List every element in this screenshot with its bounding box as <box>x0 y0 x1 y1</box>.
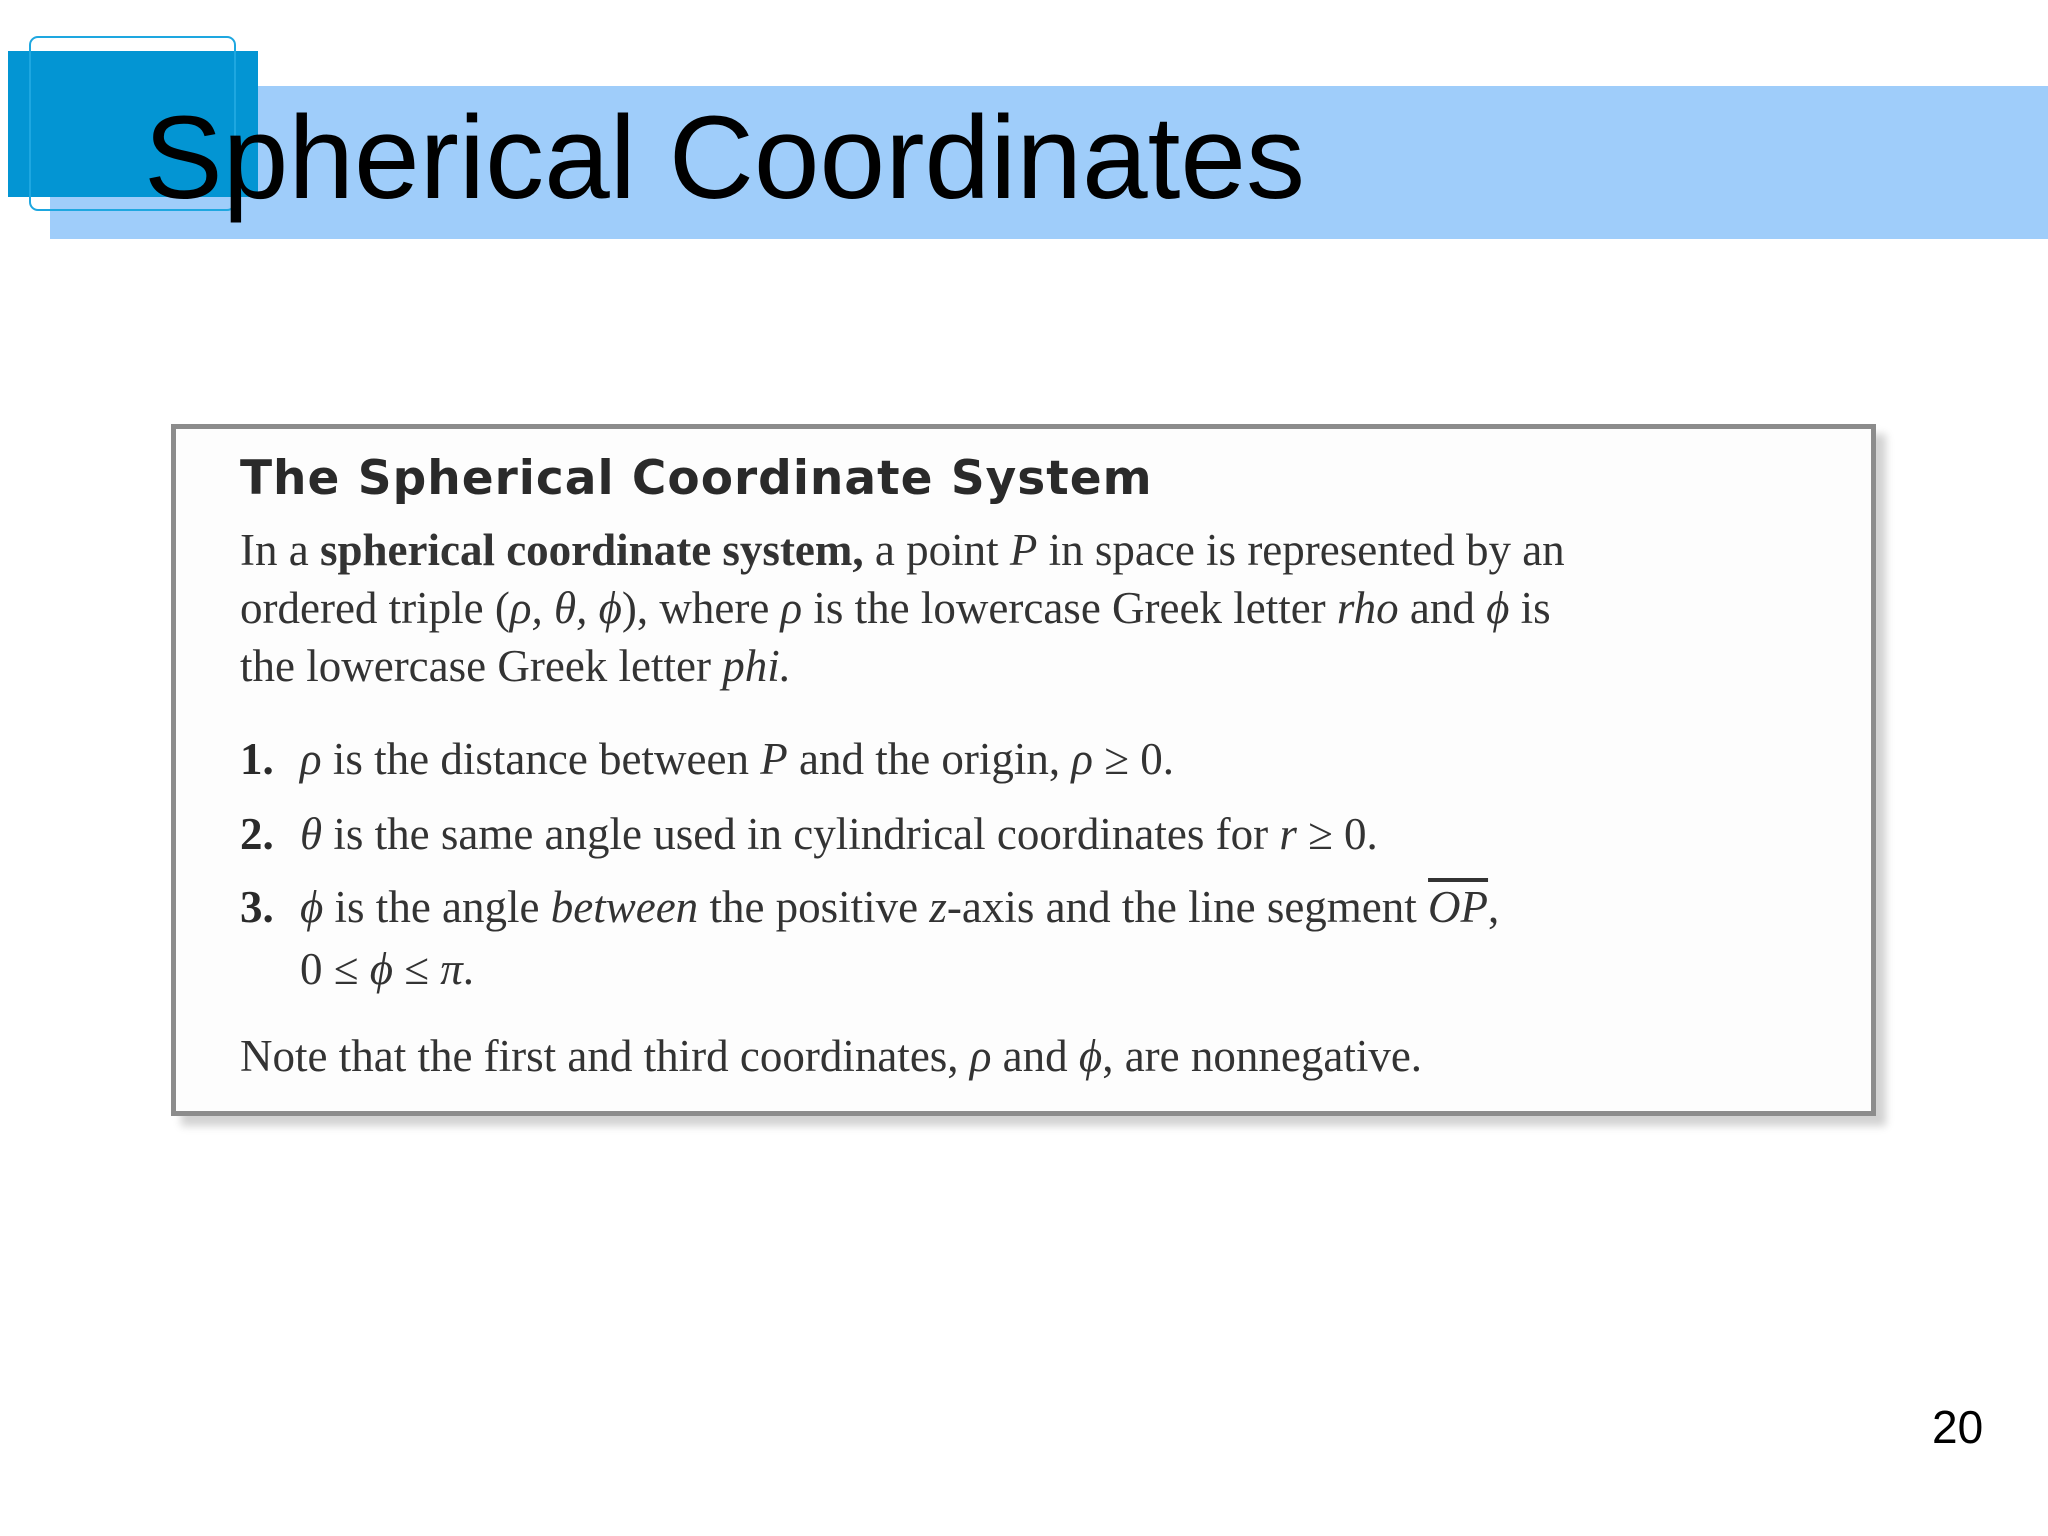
page-number: 20 <box>1932 1401 1984 1453</box>
list-item-3: 3. ϕ is the angle between the positive z-axis and the line segment $\overline{OP}$, <box>240 882 1500 932</box>
list-item-3-continued: 0 ≤ ϕ ≤ π. <box>300 944 474 994</box>
note-line: Note that the first and third coordinates, ρ and ϕ, are nonnegative. <box>240 1031 1423 1081</box>
segment-op-vector: $\overline{OP}$ <box>1428 882 1489 932</box>
intro-line-1: In a spherical coordinate system, a point P in space is represented by an <box>240 525 1565 575</box>
intro-line-2: ordered triple (ρ, θ, ϕ), where ρ is the lowercase Greek letter rho and ϕ is <box>240 583 1551 633</box>
list-item-2: 2. θ is the same angle used in cylindrical coordinates for r ≥ 0. <box>240 809 1378 859</box>
intro-line-3: the lowercase Greek letter phi. <box>240 641 791 691</box>
intro-paragraph <box>240 521 1820 695</box>
list-item-1: 1. ρ is the distance between P and the origin, ρ ≥ 0. <box>240 734 1174 784</box>
definition-box <box>171 424 1876 1116</box>
definition-heading: The Spherical Coordinate System <box>240 451 1153 506</box>
slide-title: Spherical Coordinates <box>144 92 1305 224</box>
